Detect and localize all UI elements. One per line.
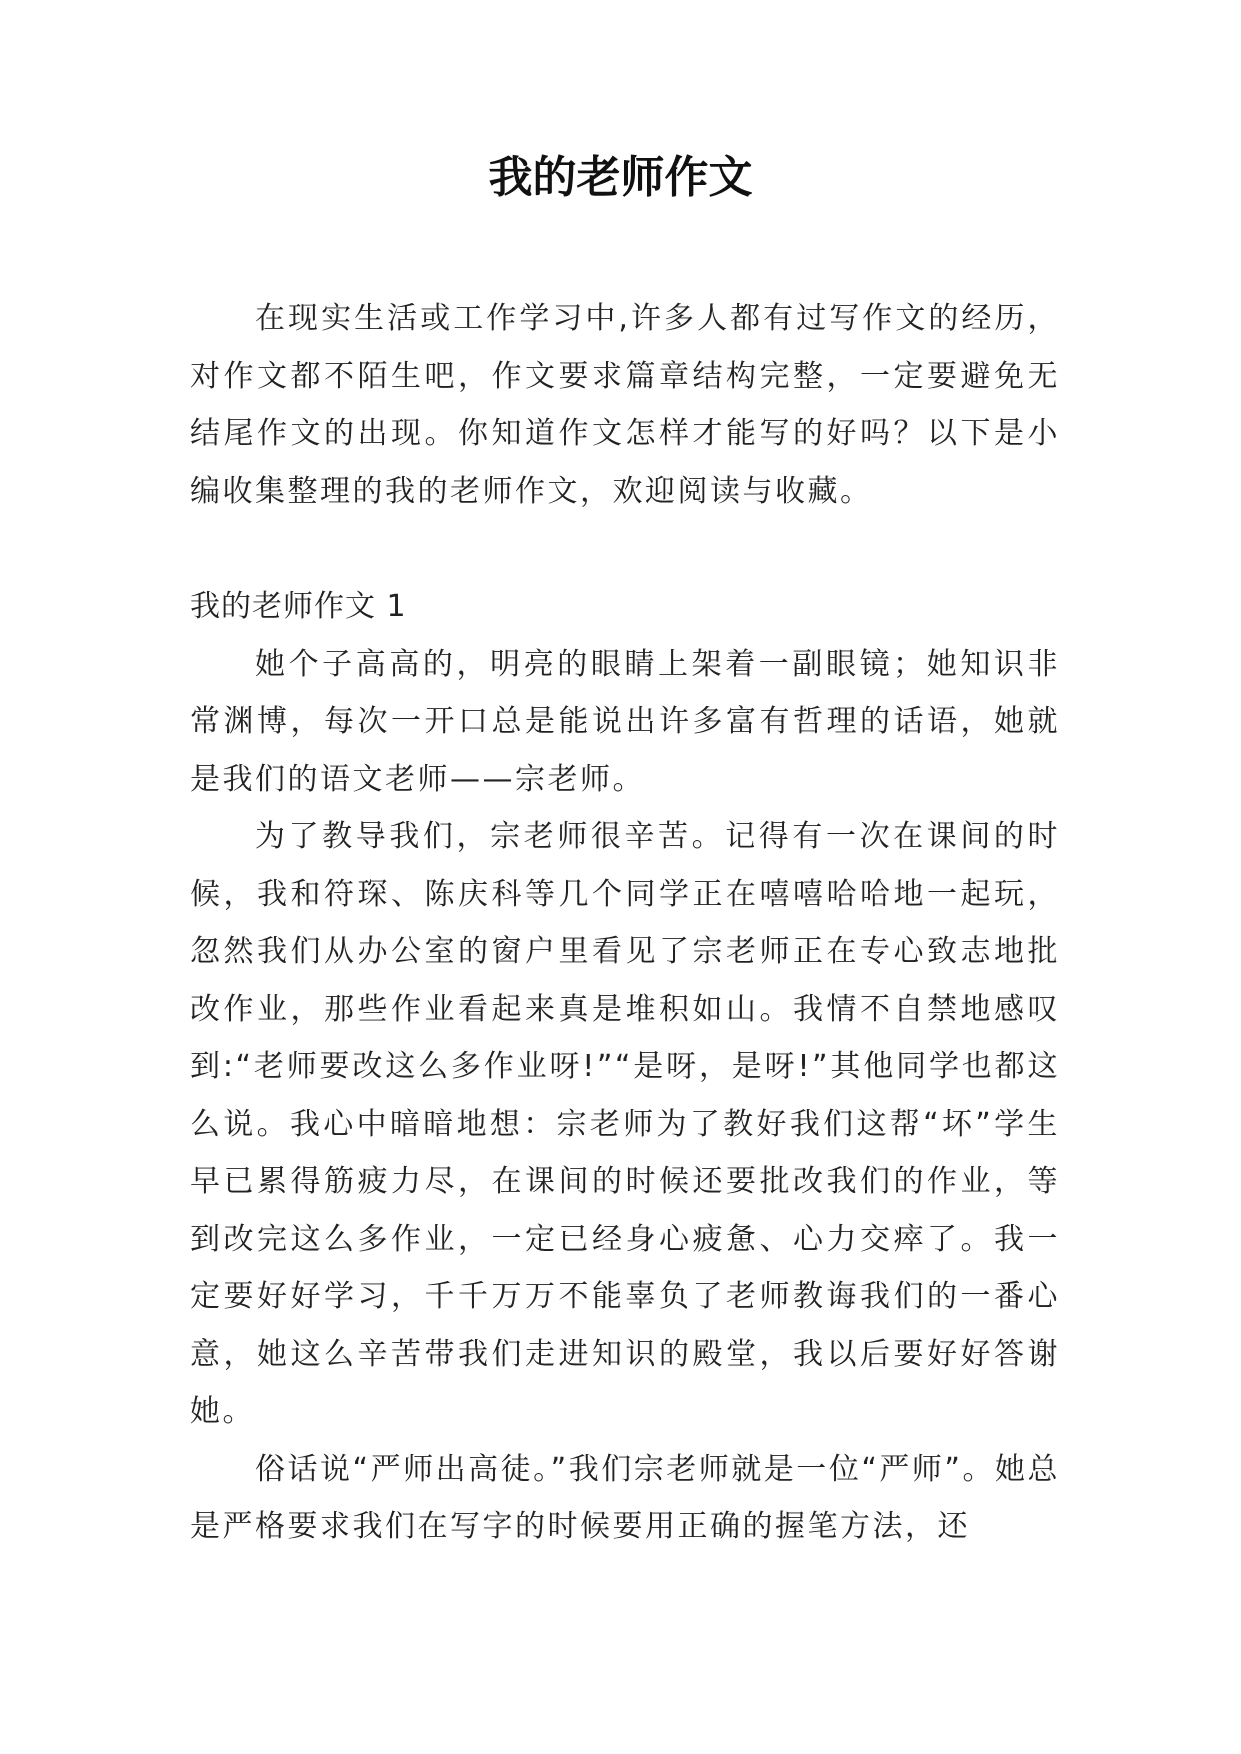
intro-paragraph: 在现实生活或工作学习中,许多人都有过写作文的经历，对作文都不陌生吧，作文要求篇章结构完整，一定要避免无结尾作文的出现。你知道作文怎样才能写的好吗？以下是小编收集整理的我的老师作文，欢迎阅读与收藏。 <box>190 301 1060 509</box>
document-body <box>190 290 1060 1556</box>
body-paragraph-2: 为了教导我们，宗老师很辛苦。记得有一次在课间的时候，我和符琛、陈庆科等几个同学正在嘻嘻哈哈地一起玩，忽然我们从办公室的窗户里看见了宗老师正在专心致志地批改作业，那些作业看起来真是堆积如山。我情不自禁地感叹到:“老师要改这么多作业呀!”“是呀，是呀!”其他同学也都这么说。我心中暗暗地想：宗老师为了教好我们这帮“坏”学生早已累得筋疲力尽，在课间的时候还要批改我们的作业，等到改完这么多作业，一定已经身心疲惫、心力交瘁了。我一定要好好学习，千千万万不能辜负了老师教诲我们的一番心意，她这么辛苦带我们走进知识的殿堂，我以后要好好答谢她。 <box>190 819 1060 1429</box>
section-heading: 我的老师作文 1 <box>190 589 407 624</box>
body-paragraph-3: 俗话说“严师出高徒。”我们宗老师就是一位“严师”。她总是严格要求我们在写字的时候要用正确的握笔方法，还 <box>190 1451 1060 1544</box>
body-paragraph-1: 她个子高高的，明亮的眼睛上架着一副眼镜；她知识非常渊博，每次一开口总是能说出许多富有哲理的话语，她就是我们的语文老师——宗老师。 <box>190 646 1060 797</box>
document-title: 我的老师作文 <box>488 152 753 203</box>
